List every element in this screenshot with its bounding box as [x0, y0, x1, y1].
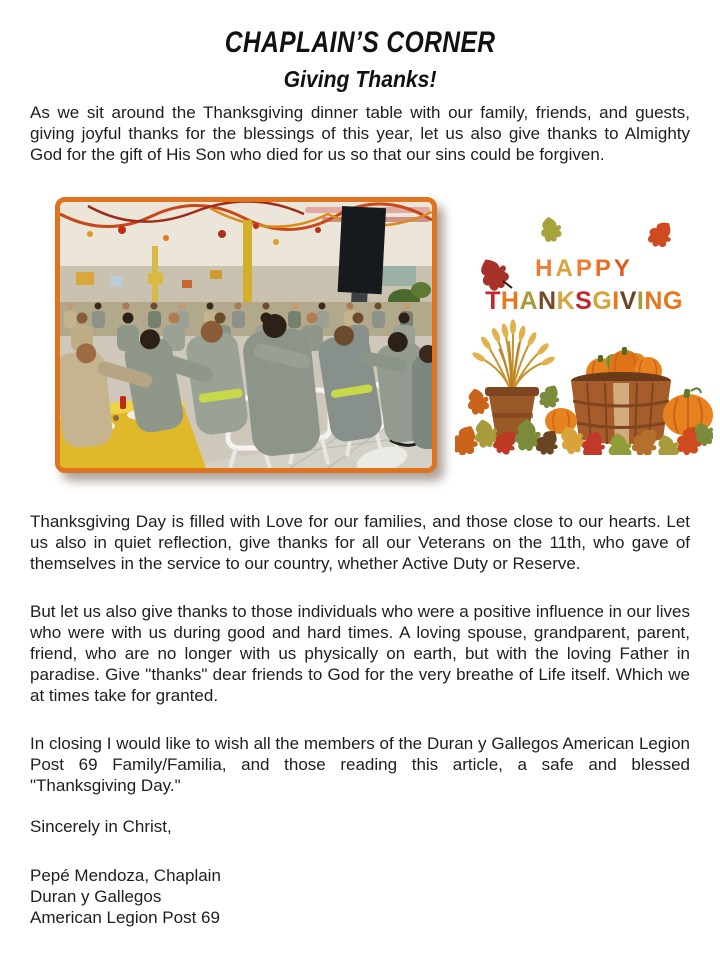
clipart-letter: P	[575, 255, 595, 282]
clipart-letter: Y	[613, 255, 633, 282]
paragraph-loved-ones: But let us also give thanks to those individuals who were a positive influence in our lives who were with us during good and hard times. A loving spouse, grandparent, parent, friend, who are no longer with us physically on earth, but with the loving Father in paradise. Give "thanks" dear friends to God for the very breathe of Life itself. Which we at times take for granted.	[30, 602, 690, 705]
thanksgiving-clipart-illustration	[455, 215, 713, 455]
clipart-letter: T	[485, 287, 501, 315]
clipart-letter: N	[644, 287, 663, 315]
page-subtitle-text: Giving Thanks!	[283, 66, 437, 92]
salutation: Sincerely in Christ,	[30, 817, 172, 836]
clipart-letter: N	[538, 287, 557, 315]
clipart-letter: H	[500, 287, 520, 315]
signature-post-name: Duran y Gallegos	[30, 887, 162, 906]
clipart-letter: G	[592, 287, 613, 315]
clipart-letter: A	[519, 287, 539, 315]
paragraph-closing: In closing I would like to wish all the members of the Duran y Gallegos American Legion Post 69 Family/Familia, and those reading this article, a safe and blessed "Thanksgiving Day."	[30, 734, 690, 795]
page-title-text: CHAPLAIN’S CORNER	[224, 26, 496, 59]
signature-post-number: American Legion Post 69	[30, 908, 220, 927]
clipart-letter: V	[619, 287, 637, 315]
clipart-letter: A	[555, 255, 576, 282]
soldiers-dinner-photo	[55, 197, 437, 473]
page-title	[30, 24, 690, 62]
figures-row	[30, 197, 690, 473]
clipart-letter: S	[575, 287, 593, 315]
clipart-thanksgiving-text	[455, 287, 713, 316]
paragraph-veterans: Thanksgiving Day is filled with Love for our families, and those close to our hearts. Let us also in quiet reflection, give thanks for all our Veterans on the 11th, who gave of themselves in the service to our country, whether Active Duty or Reserve.	[30, 512, 690, 573]
clipart-letter: I	[636, 287, 645, 315]
paragraph-intro: As we sit around the Thanksgiving dinner table with our family, friends, and guests, giving joyful thanks for the blessings of this year, let us also give thanks to Almighty God for the gift of His Son who died for us so that our sins could be forgiven.	[30, 103, 690, 164]
clipart-letter: G	[662, 287, 683, 315]
soldiers-dinner-photo-illustration	[60, 202, 432, 468]
clipart-letter: H	[535, 255, 556, 282]
happy-thanksgiving-clipart	[455, 215, 713, 455]
clipart-letter: P	[594, 255, 614, 282]
clipart-happy-text	[455, 255, 713, 283]
clipart-letter: I	[612, 287, 620, 315]
signature-name: Pepé Mendoza, Chaplain	[30, 866, 221, 885]
page-subtitle	[30, 64, 690, 94]
clipart-letter: K	[556, 287, 576, 315]
signature-block	[30, 865, 690, 928]
